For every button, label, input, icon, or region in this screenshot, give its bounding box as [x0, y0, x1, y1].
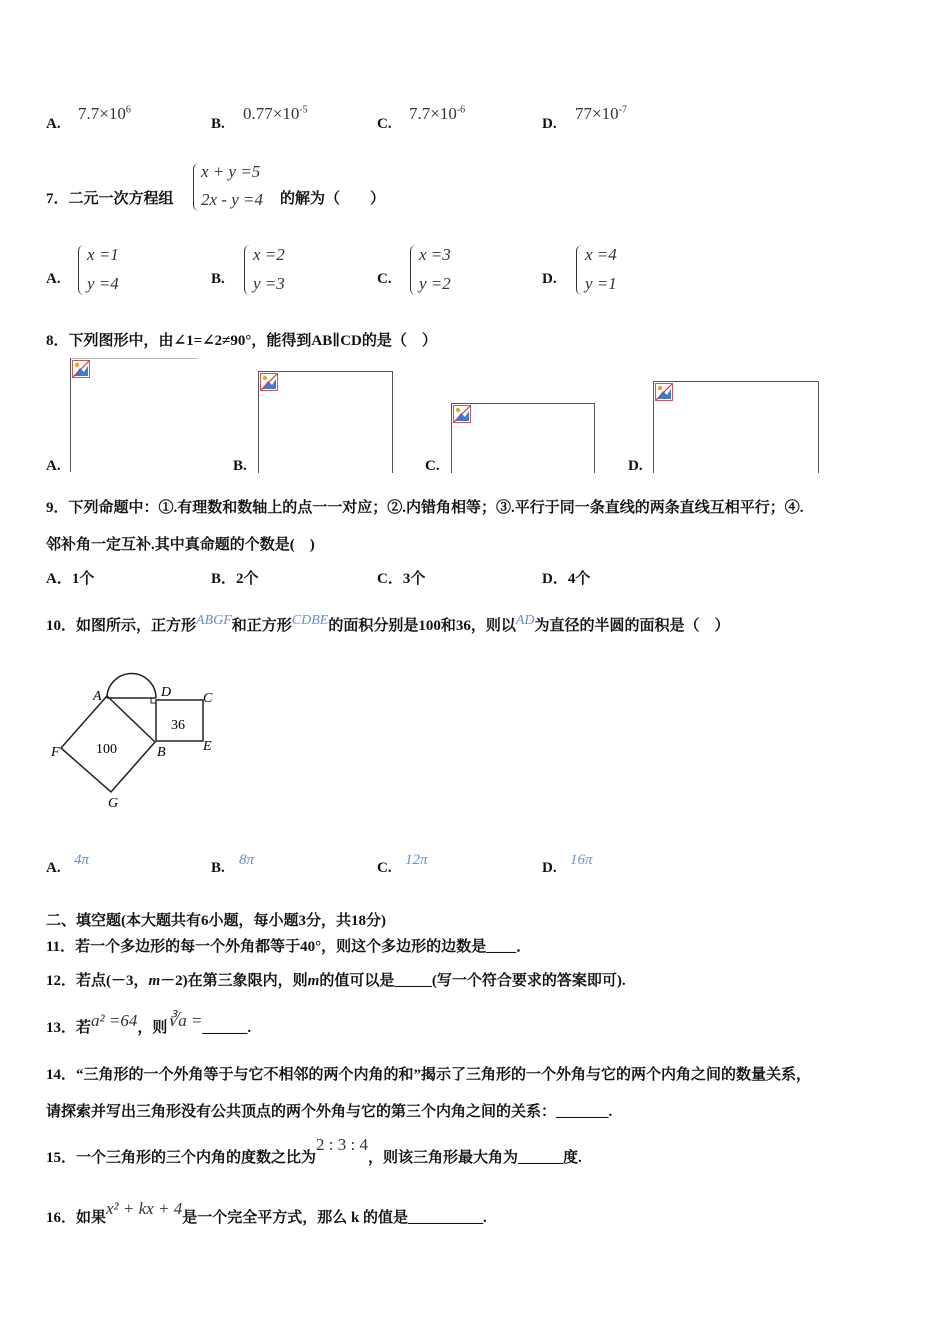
q7-option-a-y: y =4 — [87, 274, 119, 293]
q7-system-brace — [193, 163, 200, 211]
q15-text: 15．一个三角形的三个内角的度数之比为2 : 3 : 4，则该三角形最大角为______度. — [46, 1135, 582, 1166]
q10-square-1: ABGF — [196, 613, 232, 628]
q7-option-a-letter: A. — [46, 271, 61, 287]
q6-option-d-letter: D. — [542, 116, 557, 132]
broken-image-icon — [72, 360, 90, 378]
q10-square-2: CDBE — [291, 613, 329, 628]
label-b: B — [157, 745, 166, 760]
area-big: 100 — [96, 742, 117, 757]
q8-option-d-letter: D. — [628, 458, 643, 474]
q8-option-b-letter: B. — [233, 458, 247, 474]
q7-option-d-y: y =1 — [585, 274, 617, 293]
q8-stem: 8．下列图形中，由∠1=∠2≠90°，能得到AB∥CD的是（ ） — [46, 333, 437, 349]
q7-option-b-x: x =2 — [253, 245, 285, 264]
q10-stem: 10．如图所示，正方形ABGF和正方形CDBE的面积分别是100和36，则以AD为直径的半圆的面积是（ ） — [46, 613, 730, 634]
q6-option-c-letter: C. — [377, 116, 392, 132]
q9-option-a: A．1个 — [46, 571, 95, 587]
q7-option-a-brace — [78, 245, 85, 295]
q9-option-b: B．2个 — [211, 571, 259, 587]
q9-option-d: D．4个 — [542, 571, 591, 587]
q15-ratio: 2 : 3 : 4 — [316, 1135, 368, 1154]
q14-line1: 14．“三角形的一个外角等于与它不相邻的两个内角的和”揭示了三角形的一个外角与它的两个内角之间的数量关系， — [46, 1067, 812, 1083]
q16-text: 16．如果x² + kx + 4是一个完全平方式，那么 k 的值是__________. — [46, 1199, 487, 1226]
q10-option-d-letter: D. — [542, 860, 557, 876]
q6-option-b-letter: B. — [211, 116, 225, 132]
q8-option-c-letter: C. — [425, 458, 440, 474]
q7-option-d-x: x =4 — [585, 245, 617, 264]
q7-option-d-letter: D. — [542, 271, 557, 287]
q7-option-c-x: x =3 — [419, 245, 451, 264]
q6-option-d-value: $77\times 10^{-7}$ — [575, 104, 627, 123]
q7-option-d-brace — [576, 245, 583, 295]
q9-option-c: C．3个 — [377, 571, 426, 587]
q7-option-b-brace — [244, 245, 251, 295]
q10-option-a-value: 4π — [74, 852, 90, 868]
q7-option-b-letter: B. — [211, 271, 225, 287]
q10-figure — [45, 662, 225, 812]
q7-stem-post: 的解为（ ） — [280, 191, 386, 207]
q6-option-c-value: $7.7\times 10^{-6}$ — [409, 104, 466, 123]
q7-option-c-letter: C. — [377, 271, 392, 287]
q8-option-a-letter: A. — [46, 458, 61, 474]
q13-root: ∛a = — [167, 1011, 203, 1030]
q6-option-b-value: $0.77\times 10^{-5}$ — [243, 104, 308, 123]
q7-option-b-y: y =3 — [253, 274, 285, 293]
q13-expr: a² =64 — [91, 1011, 138, 1030]
q10-segment-ad: AD — [515, 613, 535, 628]
q7-option-c-y: y =2 — [419, 274, 451, 293]
q9-line1: 9．下列命题中：①.有理数和数轴上的点一一对应；②.内错角相等；③.平行于同一条直线的两条直线互相平行；④. — [46, 500, 804, 516]
q7-option-c-brace — [410, 245, 417, 295]
q9-line2: 邻补角一定互补.其中真命题的个数是( ) — [46, 537, 315, 553]
broken-image-icon — [453, 405, 471, 423]
q13-text: 13．若a² =64，则∛a =______. — [46, 1011, 252, 1036]
label-c: C — [203, 691, 213, 706]
q10-option-b-letter: B. — [211, 860, 225, 876]
label-d: D — [161, 685, 172, 700]
q11-text: 11．若一个多边形的每一个外角都等于40°，则这个多边形的边数是____． — [46, 939, 532, 955]
broken-image-icon — [655, 383, 673, 401]
q7-eq2: 2x - y =4 — [201, 190, 263, 209]
label-f: F — [51, 745, 60, 760]
label-a: A — [93, 689, 102, 704]
q6-option-a-value: $7.7\times 10^6$ — [78, 104, 131, 123]
area-small: 36 — [171, 718, 185, 733]
q10-option-a-letter: A. — [46, 860, 61, 876]
q10-option-c-value: 12π — [405, 852, 428, 868]
q10-option-c-letter: C. — [377, 860, 392, 876]
q6-option-a-letter: A. — [46, 116, 61, 132]
label-e: E — [203, 739, 212, 754]
q7-option-a-x: x =1 — [87, 245, 119, 264]
q12-text: 12．若点(－3，m－2)在第三象限内，则m的值可以是_____(写一个符合要求的答案即可). — [46, 973, 626, 989]
section-2-heading: 二、填空题(本大题共有6小题，每小题3分，共18分) — [46, 913, 386, 929]
broken-image-icon — [260, 373, 278, 391]
q7-stem-pre: 7．二元一次方程组 — [46, 191, 174, 207]
q14-line2: 请探索并写出三角形没有公共顶点的两个外角与它的第三个内角之间的关系：_______. — [46, 1104, 613, 1120]
q16-expr: x² + kx + 4 — [106, 1199, 183, 1218]
q10-option-d-value: 16π — [570, 852, 593, 868]
q7-eq1: x + y =5 — [201, 162, 261, 181]
q10-option-b-value: 8π — [239, 852, 255, 868]
label-g: G — [108, 796, 119, 811]
